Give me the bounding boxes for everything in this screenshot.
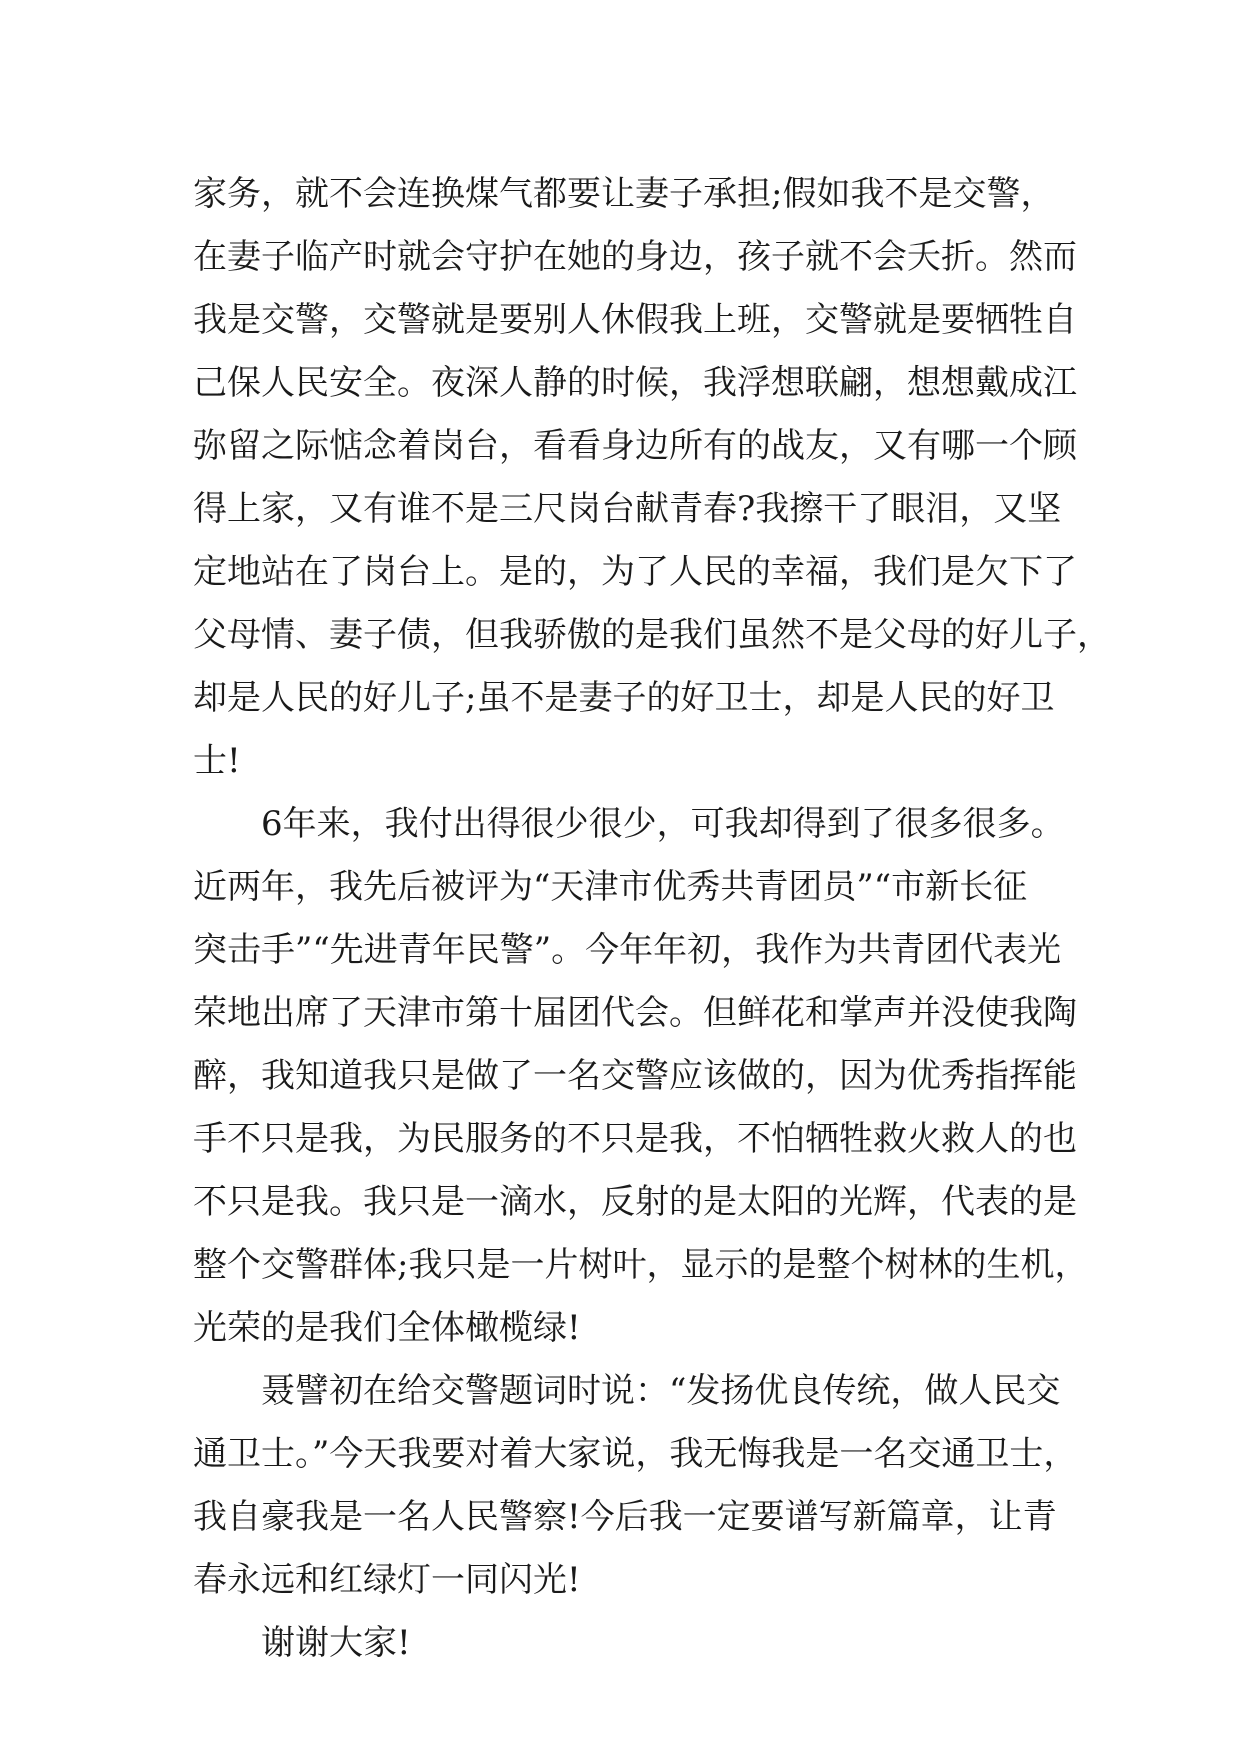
text-line: 在妻子临产时就会守护在她的身边，孩子就不会夭折。然而: [193, 237, 1077, 277]
paragraph-start-line: 聂譬初在给交警题词时说：“发扬优良传统，做人民交: [193, 1371, 1061, 1411]
text-line: 光荣的是我们全体橄榄绿!: [193, 1308, 581, 1348]
text-line: 整个交警群体;我只是一片树叶，显示的是整个树林的生机，: [193, 1245, 1089, 1285]
text-line: 通卫士。”今天我要对着大家说，我无悔我是一名交通卫士，: [193, 1434, 1078, 1474]
text-line: 己保人民安全。夜深人静的时候，我浮想联翩，想想戴成江: [193, 363, 1077, 403]
text-line: 却是人民的好儿子;虽不是妻子的好卫士，却是人民的好卫: [193, 678, 1055, 718]
text-line: 不只是我。我只是一滴水，反射的是太阳的光辉，代表的是: [193, 1182, 1077, 1222]
text-line: 近两年，我先后被评为“天津市优秀共青团员”“市新长征: [193, 867, 1028, 907]
text-line: 荣地出席了天津市第十届团代会。但鲜花和掌声并没使我陶: [193, 993, 1077, 1033]
text-line: 父母情、妻子债，但我骄傲的是我们虽然不是父母的好儿子，: [193, 615, 1111, 655]
text-line: 定地站在了岗台上。是的，为了人民的幸福，我们是欠下了: [193, 552, 1077, 592]
text-line: 士!: [193, 741, 241, 781]
closing-line: 谢谢大家!: [193, 1623, 411, 1663]
text-line: 弥留之际惦念着岗台，看看身边所有的战友，又有哪一个顾: [193, 426, 1077, 466]
text-line: 醉，我知道我只是做了一名交警应该做的，因为优秀指挥能: [193, 1056, 1077, 1096]
text-line: 我自豪我是一名人民警察!今后我一定要谱写新篇章，让青: [193, 1497, 1057, 1537]
text-line: 突击手”“先进青年民警”。今年年初，我作为共青团代表光: [193, 930, 1062, 970]
text-line: 我是交警，交警就是要别人休假我上班，交警就是要牺牲自: [193, 300, 1077, 340]
text-line: 得上家，又有谁不是三尺岗台献青春?我擦干了眼泪，又坚: [193, 489, 1062, 529]
text-line: 家务，就不会连换煤气都要让妻子承担;假如我不是交警，: [193, 174, 1055, 214]
document-body: [193, 163, 1111, 1675]
paragraph-start-line: 6年来，我付出得很少很少，可我却得到了很多很多。: [193, 804, 1065, 844]
text-line: 春永远和红绿灯一同闪光!: [193, 1560, 581, 1600]
text-line: 手不只是我，为民服务的不只是我，不怕牺牲救火救人的也: [193, 1119, 1077, 1159]
